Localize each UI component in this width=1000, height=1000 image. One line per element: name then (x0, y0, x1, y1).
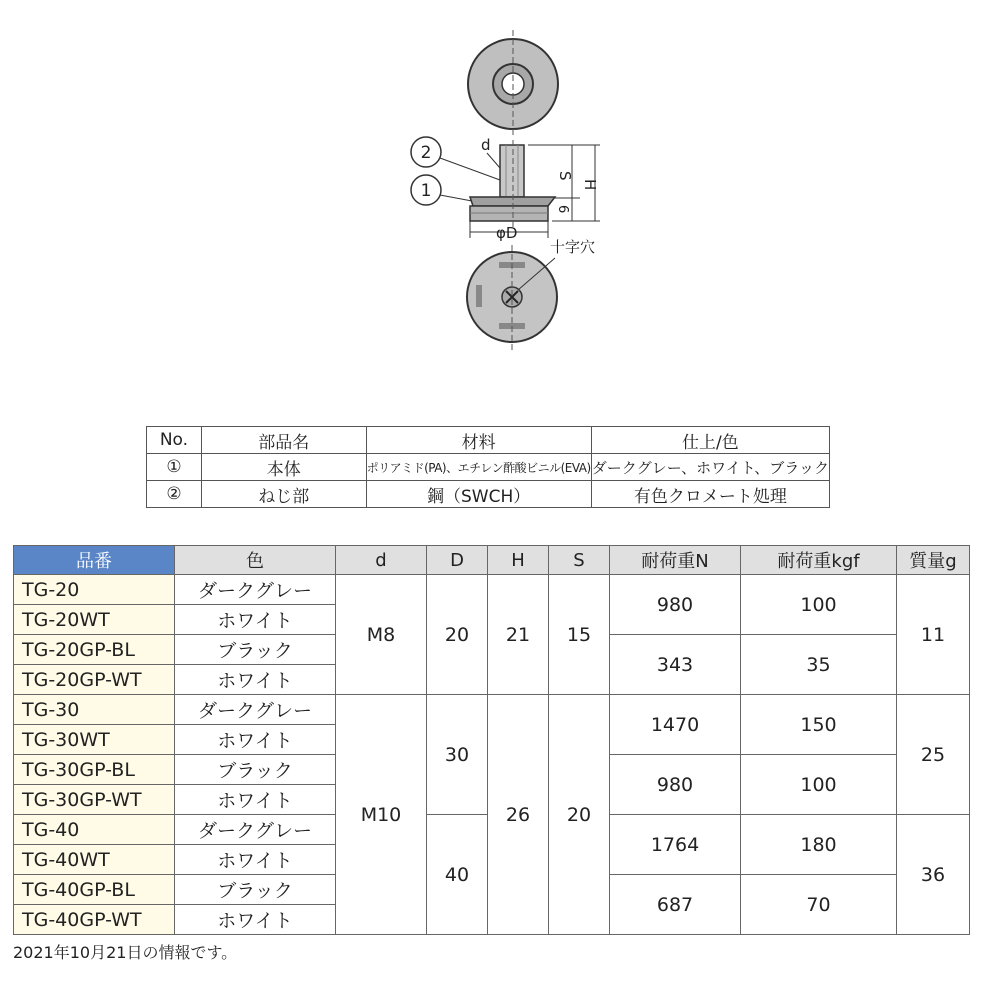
loadKgf-cell: 100 (741, 575, 897, 635)
spec-header-loadKgf: 耐荷重kgf (741, 546, 897, 575)
model-cell: TG-20GP-WT (14, 665, 175, 695)
model-cell: TG-20 (14, 575, 175, 605)
parts-cell: ねじ部 (201, 481, 366, 508)
parts-table (146, 426, 830, 508)
loadKgf-cell: 100 (741, 755, 897, 815)
model-cell: TG-20WT (14, 605, 175, 635)
S-cell: 20 (549, 695, 610, 935)
loadKgf-cell: 150 (741, 695, 897, 755)
color-cell: ブラック (175, 755, 336, 785)
D-cell: 20 (427, 575, 488, 695)
spec-header-H: H (488, 546, 549, 575)
loadKgf-cell: 70 (741, 875, 897, 935)
model-cell: TG-20GP-BL (14, 635, 175, 665)
spec-header-loadN: 耐荷重N (610, 546, 741, 575)
loadN-cell: 980 (610, 575, 741, 635)
D-cell: 30 (427, 695, 488, 815)
spec-header-color: 色 (175, 546, 336, 575)
loadN-cell: 1764 (610, 815, 741, 875)
parts-cell: 鋼（SWCH） (366, 481, 591, 508)
color-cell: ブラック (175, 875, 336, 905)
color-cell: ダークグレー (175, 695, 336, 725)
model-cell: TG-30GP-WT (14, 785, 175, 815)
parts-cell: ① (147, 454, 202, 481)
parts-cell: ダークグレー、ホワイト、ブラック (591, 454, 829, 481)
d-cell: M8 (336, 575, 427, 695)
loadKgf-cell: 180 (741, 815, 897, 875)
parts-cell: ② (147, 481, 202, 508)
dim-S-label: S (556, 171, 574, 181)
product-drawing (0, 0, 1000, 400)
dim-H-label: H (581, 179, 599, 191)
model-cell: TG-40GP-WT (14, 905, 175, 935)
color-cell: ダークグレー (175, 575, 336, 605)
model-cell: TG-30 (14, 695, 175, 725)
loadN-cell: 980 (610, 755, 741, 815)
dim-6-label: 6 (555, 205, 570, 214)
parts-cell: ポリアミド(PA)、エチレン酢酸ビニル(EVA) (366, 454, 591, 481)
color-cell: ブラック (175, 635, 336, 665)
top-view (468, 30, 558, 138)
model-cell: TG-30WT (14, 725, 175, 755)
mass-cell: 25 (897, 695, 970, 815)
parts-header-name: 部品名 (201, 427, 366, 454)
model-cell: TG-40GP-BL (14, 875, 175, 905)
model-cell: TG-40 (14, 815, 175, 845)
callout-1: 1 (420, 181, 432, 201)
spec-table (13, 545, 970, 935)
color-cell: ホワイト (175, 605, 336, 635)
D-cell: 40 (427, 815, 488, 935)
mass-cell: 36 (897, 815, 970, 935)
color-cell: ホワイト (175, 785, 336, 815)
spec-header-S: S (549, 546, 610, 575)
cross-hole-label: 十字穴 (550, 238, 596, 256)
loadKgf-cell: 35 (741, 635, 897, 695)
info-date-note: 2021年10月21日の情報です。 (13, 943, 238, 962)
loadN-cell: 343 (610, 635, 741, 695)
d-cell: M10 (336, 695, 427, 935)
parts-header-finish: 仕上/色 (591, 427, 829, 454)
parts-cell: 本体 (201, 454, 366, 481)
model-cell: TG-40WT (14, 845, 175, 875)
spec-header-mass: 質量g (897, 546, 970, 575)
S-cell: 15 (549, 575, 610, 695)
color-cell: ホワイト (175, 845, 336, 875)
H-cell: 26 (488, 695, 549, 935)
parts-header-material: 材料 (366, 427, 591, 454)
color-cell: ホワイト (175, 665, 336, 695)
spec-header-model: 品番 (14, 546, 175, 575)
loadN-cell: 687 (610, 875, 741, 935)
color-cell: ダークグレー (175, 815, 336, 845)
model-cell: TG-30GP-BL (14, 755, 175, 785)
callout-2: 2 (420, 143, 432, 163)
spec-header-d: d (336, 546, 427, 575)
dim-d-label: d (481, 136, 491, 154)
dim-D-label: φD (496, 224, 518, 242)
mass-cell: 11 (897, 575, 970, 695)
color-cell: ホワイト (175, 725, 336, 755)
side-view (411, 136, 600, 242)
bottom-view (467, 238, 595, 352)
loadN-cell: 1470 (610, 695, 741, 755)
H-cell: 21 (488, 575, 549, 695)
spec-header-D: D (427, 546, 488, 575)
parts-cell: 有色クロメート処理 (591, 481, 829, 508)
color-cell: ホワイト (175, 905, 336, 935)
parts-header-no: No. (147, 427, 202, 454)
